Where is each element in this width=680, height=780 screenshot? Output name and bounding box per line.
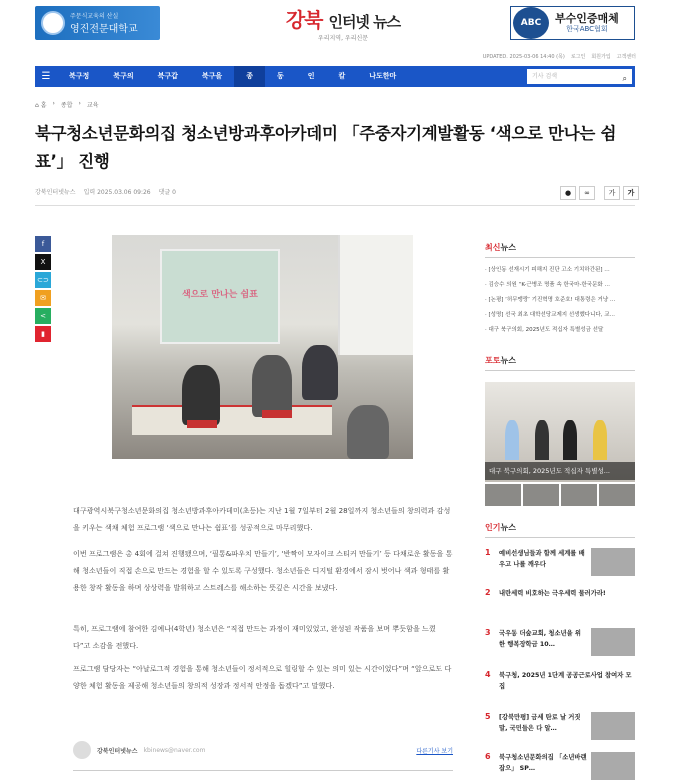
student	[347, 405, 389, 459]
breadcrumb-item[interactable]: 종합	[60, 102, 73, 109]
breadcrumb	[35, 100, 99, 109]
breadcrumb-separator-icon: ›	[78, 100, 81, 107]
logo-tagline: 우리지역, 우리신문	[317, 35, 369, 42]
article-paragraph: 특히, 프로그램에 참여한 김예나(4학년) 청소년은 “직접 만드는 과정이 재미있었고, 완성된 작품을 보며 뿌듯함을 느꼈다”고 소감을 전했다.	[73, 624, 436, 650]
student	[302, 345, 338, 400]
chair	[187, 420, 217, 428]
banner-title: 부수인증매체	[555, 12, 619, 25]
rank-number: 1	[485, 548, 491, 557]
author-name[interactable]: 강북인터넷뉴스	[97, 747, 138, 755]
latest-news-list	[485, 263, 635, 338]
window	[338, 235, 413, 355]
nav-item[interactable]: 북구의	[113, 72, 134, 80]
font-larger-icon[interactable]: 가	[623, 186, 639, 200]
chair	[262, 410, 292, 418]
menu-icon[interactable]: ☰	[41, 71, 51, 82]
desk	[132, 405, 332, 435]
person	[563, 420, 577, 460]
banner-title: 영진전문대학교	[70, 24, 138, 35]
popular-news-item[interactable]	[485, 670, 635, 692]
photo-thumbnails	[485, 482, 635, 506]
right-ad-banner[interactable]	[510, 6, 635, 40]
latest-news-item[interactable]: · 대구 북구의회, 2025년도 적십자 특별성금 선달	[485, 327, 604, 333]
thumbnail[interactable]	[599, 484, 635, 506]
breadcrumb-item[interactable]: ⌂ 홈	[35, 102, 47, 109]
logo-rest: 인터넷 뉴스	[328, 13, 401, 31]
utility-bar	[440, 53, 636, 60]
rank-number: 4	[485, 670, 491, 679]
popular-news-item[interactable]	[485, 548, 635, 576]
news-thumbnail[interactable]	[591, 712, 635, 740]
x-icon[interactable]: X	[35, 254, 51, 270]
student	[182, 365, 220, 425]
main-nav	[35, 66, 635, 87]
breadcrumb-item[interactable]: 교육	[86, 102, 99, 109]
search-input[interactable]	[527, 69, 632, 84]
update-time: UPDATED. 2025-03-06 14:40 (목)	[482, 54, 565, 60]
facebook-icon[interactable]: f	[35, 236, 51, 252]
banner-subtitle: 주문식교육의 산실	[70, 13, 119, 20]
comment-count[interactable]: 댓글 0	[158, 189, 176, 196]
person	[593, 420, 607, 460]
photo-caption: 대구 북구의회, 2025년도 적십자 특별성...	[485, 462, 635, 480]
bookmark-icon[interactable]: ▮	[35, 326, 51, 342]
share-icon[interactable]: <	[35, 308, 51, 324]
more-articles-link[interactable]: 다른기사 보기	[416, 747, 453, 755]
left-ad-banner[interactable]	[35, 6, 160, 40]
university-seal-icon	[41, 11, 65, 35]
nav-item[interactable]: 북구갑	[157, 72, 178, 80]
popular-news-title[interactable]: 예비선생님들과 함께 세계를 배우고 나를 깨우다	[499, 550, 585, 568]
search-icon[interactable]: ⌕	[622, 74, 627, 83]
latest-news-item[interactable]: · [논평] ‘허무맹랑’ 기진혁명 호준호! 대통령은 거냥 …	[485, 297, 616, 303]
divider	[35, 205, 635, 206]
breadcrumb-separator-icon: ›	[52, 100, 55, 107]
news-thumbnail[interactable]	[591, 628, 635, 656]
search-placeholder: 기사 검색	[532, 73, 558, 80]
popular-news-title[interactable]: [강북만평] 금세 탄로 날 거짓말, 국민들은 다 알…	[499, 714, 581, 732]
link-icon[interactable]: ⊂⊃	[35, 272, 51, 288]
photo-news-heading: 포토뉴스	[485, 355, 635, 371]
thumbnail[interactable]	[561, 484, 597, 506]
article-paragraph: 대구광역시북구청소년문화의집 청소년방과후아카데미(초등)는 지난 1월 7일부터 2월 28일까지 청소년들의 창의력과 감성을 키우는 색채 체험 프로그램 ‘색으로 만나는 쉼표’를 성공적으로 마무리했다.	[73, 506, 451, 532]
article-paragraph: 이번 프로그램은 총 4회에 걸쳐 진행됐으며, ‘필통&파우치 만들기’, ‘반짝이 모자이크 스티커 만들기’ 등 다채로운 활동을 통해 청소년들이 직접 손으로 만드는 경험을 할 수 있도록 구성했다. 청소년들은 디지털 환경에서 잠시 벗어나 색과 형태를 활용한 창작 활동을 하며 상상력을 발휘하고 스트레스를 해소하는 뜻깊은 시간을 보냈다.	[73, 549, 453, 592]
popular-news-title[interactable]: 국우동 더숲교회, 청소년을 위한 행복장학금 10…	[499, 630, 581, 648]
news-thumbnail[interactable]	[591, 548, 635, 576]
popular-news-item[interactable]	[485, 628, 635, 656]
nav-item[interactable]: 나도한마	[369, 72, 397, 80]
popular-news-heading: 인기뉴스	[485, 522, 635, 538]
popular-news-title[interactable]: 내란세력 비호하는 극우세력 물러가라!	[499, 590, 606, 597]
avatar	[73, 741, 91, 759]
popular-news-title[interactable]: 북구청소년문화의집 「소년바랜잡으」 SP…	[499, 754, 587, 772]
photo-board-text: 색으로 만나는 쉼표	[182, 290, 258, 300]
date-meta: 입력 2025.03.06 09:26	[83, 189, 151, 196]
site-logo[interactable]	[268, 4, 418, 48]
latest-news-item[interactable]: · 김승수 의원 “K-근병조 명품 속 한국마-한국문화 …	[485, 282, 610, 288]
news-thumbnail[interactable]	[591, 752, 635, 780]
rank-number: 6	[485, 752, 491, 761]
author-email[interactable]: kbinews@naver.com	[143, 746, 206, 754]
link-icon[interactable]: ∞	[579, 186, 595, 200]
banner-subtitle: 한국ABC협회	[566, 25, 608, 33]
thumbnail[interactable]	[523, 484, 559, 506]
rank-number: 3	[485, 628, 491, 637]
author-box	[73, 738, 453, 762]
divider	[73, 770, 453, 771]
article-paragraph: 프로그램 담당자는 “아날로그적 경험을 통해 청소년들이 정서적으로 힐링할 수 있는 의미 있는 시간이었다”며 “앞으로도 다양한 체험 활동을 제공해 청소년들의 창의적 성장과 정서적 안정을 돕겠다”고 말했다.	[73, 664, 452, 690]
rank-number: 5	[485, 712, 491, 721]
article-title: 북구청소년문화의집 청소년방과후아카데미 「주중자기계발활동 ‘색으로 만나는 쉼표’」 진행	[35, 124, 617, 171]
thumbnail[interactable]	[485, 484, 521, 506]
nav-item[interactable]: 인	[307, 72, 315, 80]
share-bar	[35, 236, 51, 344]
latest-news-item[interactable]: · [성명] 선국 최초 대학선당교제지 선생했다니다, 교…	[485, 312, 616, 318]
nav-items	[57, 66, 408, 87]
article-meta	[35, 187, 176, 196]
nav-item[interactable]: 종	[234, 66, 265, 87]
popular-news-item[interactable]	[485, 712, 635, 740]
photo-news-card[interactable]	[485, 382, 635, 506]
util-link[interactable]: 로그인	[570, 54, 586, 60]
font-smaller-icon[interactable]: 가	[604, 186, 620, 200]
util-link[interactable]: 고객센터	[616, 54, 636, 60]
popular-news-title[interactable]: 북구청, 2025년 1단계 공공근로사업 참여자 모집	[499, 672, 632, 690]
abc-badge-icon: ABC	[513, 7, 549, 39]
rank-number: 2	[485, 588, 491, 597]
person	[535, 420, 549, 460]
popular-news-item[interactable]	[485, 752, 635, 780]
article-tools	[560, 186, 639, 200]
latest-news-heading: 최신뉴스	[485, 242, 635, 258]
nav-item[interactable]: 북구정	[69, 72, 90, 80]
util-link[interactable]: 회원가입	[591, 54, 611, 60]
logo-main: 강북	[285, 8, 323, 32]
nav-item[interactable]: 북구을	[201, 72, 223, 80]
student	[252, 355, 292, 417]
popular-news-item[interactable]	[485, 588, 635, 599]
mail-icon[interactable]: ✉	[35, 290, 51, 306]
nav-item[interactable]: 칼	[338, 72, 346, 80]
print-icon[interactable]: ●	[560, 186, 576, 200]
nav-item[interactable]: 동	[276, 72, 284, 80]
article-photo[interactable]	[112, 235, 413, 459]
author-meta[interactable]: 강북인터넷뉴스	[35, 189, 76, 196]
person	[505, 420, 519, 460]
latest-news-item[interactable]: · [상인동 선재시기 피해지 진단 고소 기치하간된] …	[485, 267, 610, 273]
